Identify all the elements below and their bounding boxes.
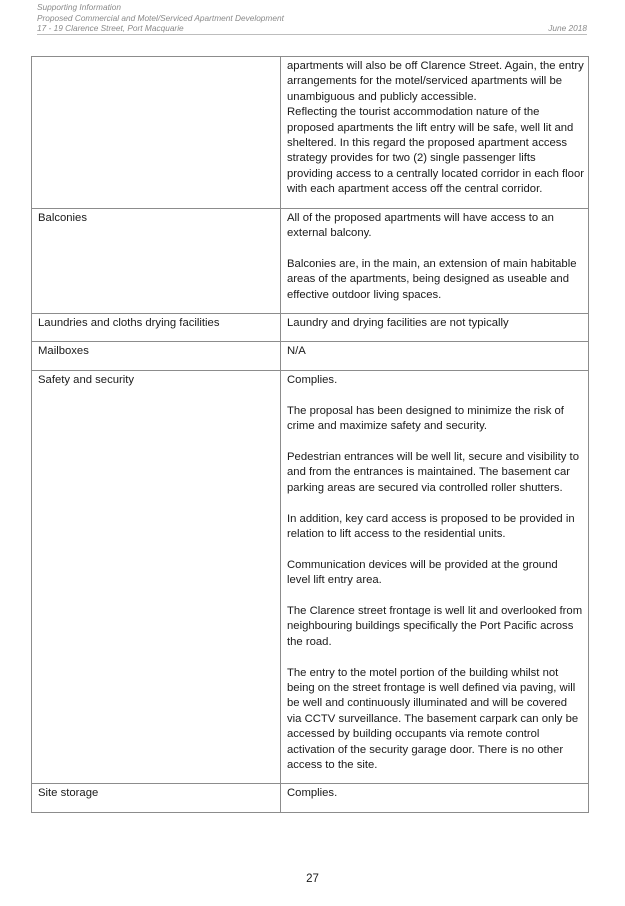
table-row (32, 208, 589, 313)
content-paragraph: The Clarence street frontage is well lit and overlooked from neighbouring buildings specifically the Port Pacific across the road. (287, 604, 583, 648)
row-label: Balconies (32, 208, 281, 313)
row-label: Mailboxes (32, 342, 281, 370)
table-row (32, 314, 589, 342)
content-paragraph: Complies. (287, 373, 338, 386)
compliance-table (31, 56, 589, 813)
content-paragraph: All of the proposed apartments will have access to an external balcony. (287, 211, 554, 240)
header-address: 17 - 19 Clarence Street, Port Macquarie (37, 23, 184, 33)
row-content (281, 342, 589, 370)
table-row (32, 784, 589, 812)
content-paragraph: The proposal has been designed to minimize the risk of crime and maximize safety and security. (287, 404, 564, 433)
row-label: Safety and security (32, 370, 281, 783)
row-content (281, 370, 589, 783)
content-paragraph: Complies. (287, 787, 338, 800)
row-content (281, 57, 589, 209)
content-paragraph: N/A (287, 345, 306, 358)
page-header (37, 2, 587, 34)
row-label: Laundries and cloths drying facilities (32, 314, 281, 342)
row-content (281, 208, 589, 313)
content-paragraph: Laundry and drying facilities are not typically (287, 317, 509, 330)
row-label: Site storage (32, 784, 281, 812)
row-content (281, 784, 589, 812)
row-content (281, 314, 589, 342)
page-number: 27 (306, 873, 319, 885)
table-row (32, 342, 589, 370)
header-project: Proposed Commercial and Motel/Serviced Apartment Development (37, 12, 284, 23)
content-paragraph: The entry to the motel portion of the building whilst not being on the street frontage is well defined via paving, will be well and continuously illuminated and will be covered via CCTV surveillance. The basement carpark can only be accessed by building occupants via remote control activation of the security garage door. There is no other access to the site. (287, 666, 579, 771)
header-divider (37, 34, 587, 35)
header-title: Supporting Information (37, 2, 121, 12)
content-paragraph: Communication devices will be provided at the ground level lift entry area. (287, 558, 558, 587)
table-row (32, 370, 589, 783)
content-paragraph: Pedestrian entrances will be well lit, secure and visibility to and from the entrances is maintained. The basement car parking areas are secured via controlled roller shutters. (287, 450, 579, 494)
table-row (32, 57, 589, 209)
row-label (32, 57, 281, 209)
content-paragraph: Balconies are, in the main, an extension of main habitable areas of the apartments, being designed as useable and effective outdoor living spaces. (287, 257, 577, 301)
content-paragraph: In addition, key card access is proposed to be provided in relation to lift access to the residential units. (287, 512, 575, 540)
content-paragraph: apartments will also be off Clarence Street. Again, the entry arrangements for the motel/serviced apartments will be unambiguous and publicly accessible. Reflecting the tourist accommodation nature of the proposed apartments the lift entry will be safe, well lit and sheltered. In this regard the proposed apartment access strategy provides for two (2) single passenger lifts providing access to a centrally located corridor in each floor with each apartment access off the central corridor. (287, 60, 585, 196)
header-date: June 2018 (548, 23, 587, 33)
